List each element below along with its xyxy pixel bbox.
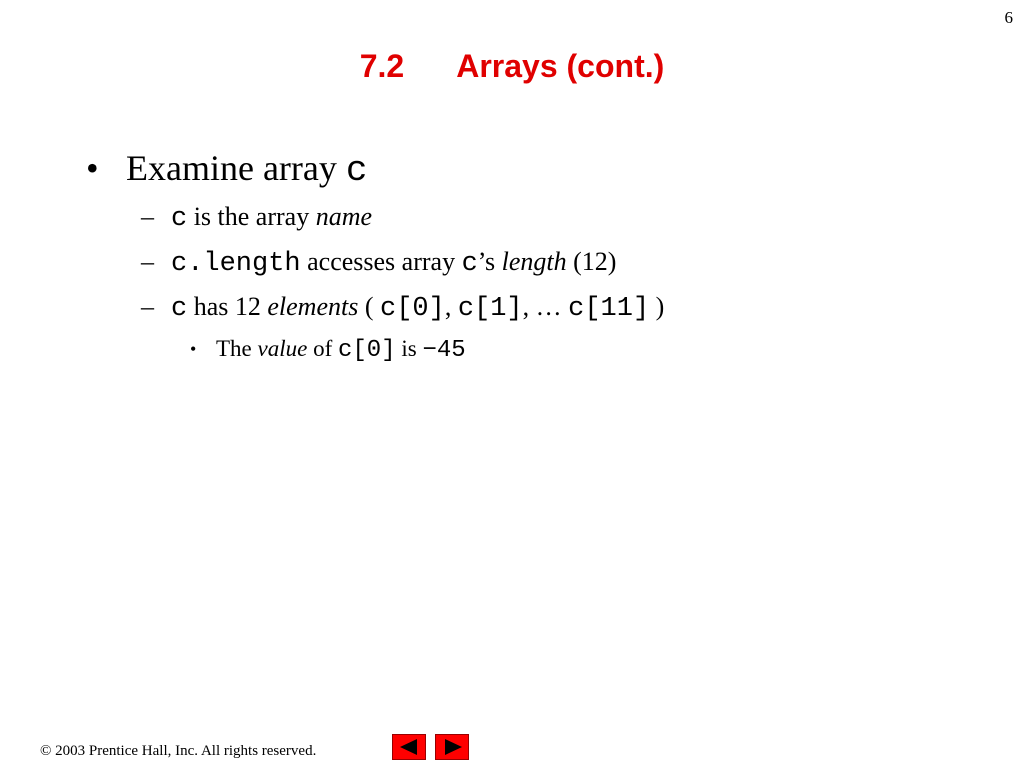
sub-bullet-text: c has 12 elements ( c[0], c[1], … c[11] )	[171, 292, 665, 324]
bullet-icon: •	[190, 339, 197, 359]
dash-icon: –	[141, 247, 154, 276]
italic-value: value	[257, 336, 308, 361]
dash-icon: –	[141, 292, 154, 321]
bullet-text: Examine array c	[126, 148, 368, 191]
italic-length: length	[501, 247, 567, 276]
code-c11: c[11]	[568, 294, 650, 324]
section-number: 7.2	[359, 48, 405, 84]
code-c0: c[0]	[380, 294, 445, 324]
dash-icon: –	[141, 202, 154, 231]
sub-sub-bullet-text: The value of c[0] is −45	[216, 336, 466, 364]
code-c: c	[461, 249, 478, 279]
sub-bullet-text: c.length accesses array c’s length (12)	[171, 247, 617, 279]
title-text: Arrays (cont.)	[456, 48, 665, 84]
bullet-icon: •	[86, 148, 99, 188]
next-slide-button[interactable]	[435, 734, 469, 760]
code-c0: c[0]	[338, 337, 396, 364]
code-c1: c[1]	[457, 294, 523, 324]
code-minus-45: −45	[422, 337, 466, 364]
code-c-length: c.length	[171, 249, 301, 279]
copyright-footer: © 2003 Prentice Hall, Inc. All rights reserved.	[40, 743, 317, 759]
sub-bullet-text: c is the array name	[171, 202, 373, 234]
italic-name: name	[315, 202, 373, 231]
left-arrow-icon	[400, 739, 417, 755]
previous-slide-button[interactable]	[392, 734, 426, 760]
code-c: c	[171, 294, 188, 324]
right-arrow-icon	[445, 739, 462, 755]
italic-elements: elements	[267, 292, 359, 321]
page-number: 6	[1004, 8, 1013, 27]
code-c: c	[171, 204, 188, 234]
code-c: c	[345, 150, 368, 191]
slide-title	[0, 48, 1024, 85]
